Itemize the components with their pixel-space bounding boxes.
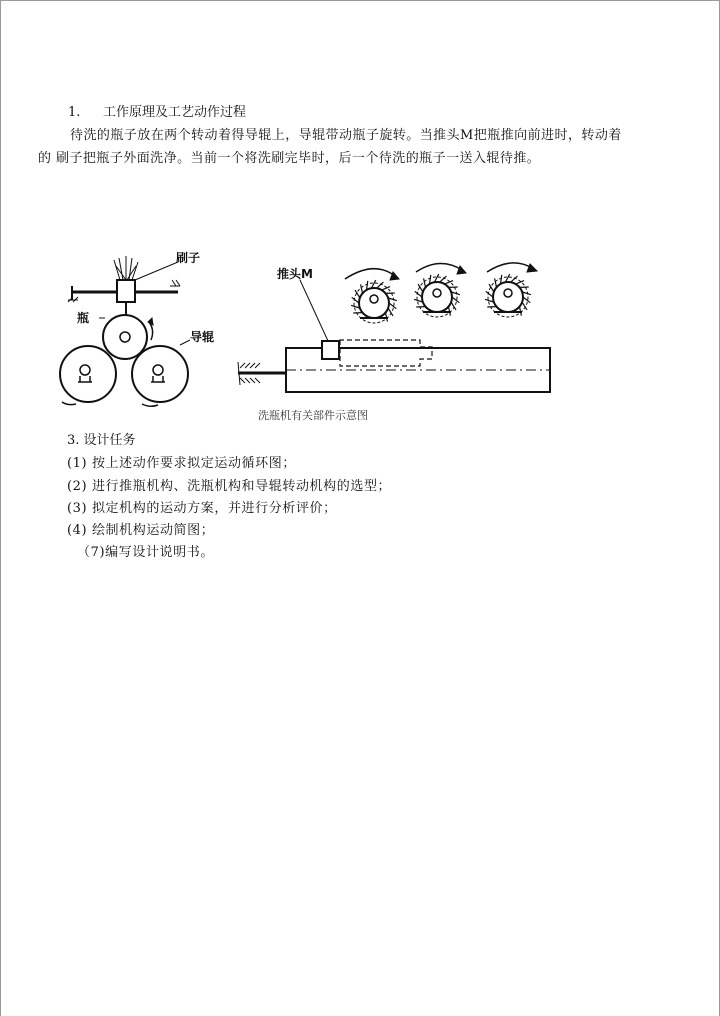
brush-bristle [371, 280, 375, 288]
task-item-2: (2) 进行推瓶机构、洗瓶机构和导辊转动机构的选型； [67, 479, 392, 494]
brush-bristle [452, 297, 459, 303]
brush-block [117, 280, 135, 302]
bottle-circle [103, 315, 147, 359]
right-diagram [238, 263, 550, 392]
task-item-7: （7)编写设计说明书。 [77, 545, 214, 560]
brush-bristle [352, 297, 359, 303]
section-number: 1. [68, 105, 81, 120]
brush-bristle [361, 284, 363, 293]
paragraph-line-1: 待洗的瓶子放在两个转动着得导辊上，导辊带动瓶子旋转。当推头M把瓶推向前进时，转动着 [70, 128, 622, 143]
label-roller: 导辊 [190, 330, 215, 344]
brush-bristle [495, 278, 497, 287]
brush-bristle [424, 278, 426, 287]
pusher-head [322, 341, 339, 359]
brush-wheel-2 [416, 263, 466, 317]
task-item-4: (4) 绘制机构运动简图； [67, 523, 215, 538]
label-bottle: 瓶 [77, 311, 90, 325]
brush-bristle [415, 291, 422, 297]
section-3-title: 3. 设计任务 [67, 433, 136, 448]
label-pusher: 推头M [277, 267, 313, 281]
brush-bristle [434, 274, 438, 282]
brush-bristle [523, 297, 530, 303]
brush-wheel-1 [345, 269, 399, 323]
task-item-1: (1) 按上述动作要求拟定运动循环图； [67, 456, 296, 471]
brush-wheel-3 [487, 263, 537, 317]
left-diagram [60, 256, 190, 406]
label-brush: 刷子 [176, 251, 201, 265]
brush-bristle [505, 274, 509, 282]
section-title: 工作原理及工艺动作过程 [103, 105, 247, 120]
task-item-3: (3) 拟定机构的运动方案，并进行分析评价； [67, 501, 337, 516]
paragraph-line-2: 的 刷子把瓶子外面洗净。当前一个将洗刷完毕时，后一个待洗的瓶子一送入辊待推。 [38, 151, 541, 166]
brush-bristle [486, 291, 493, 297]
figure-caption: 洗瓶机有关部件示意图 [258, 409, 368, 422]
brush-bristle [389, 303, 396, 309]
